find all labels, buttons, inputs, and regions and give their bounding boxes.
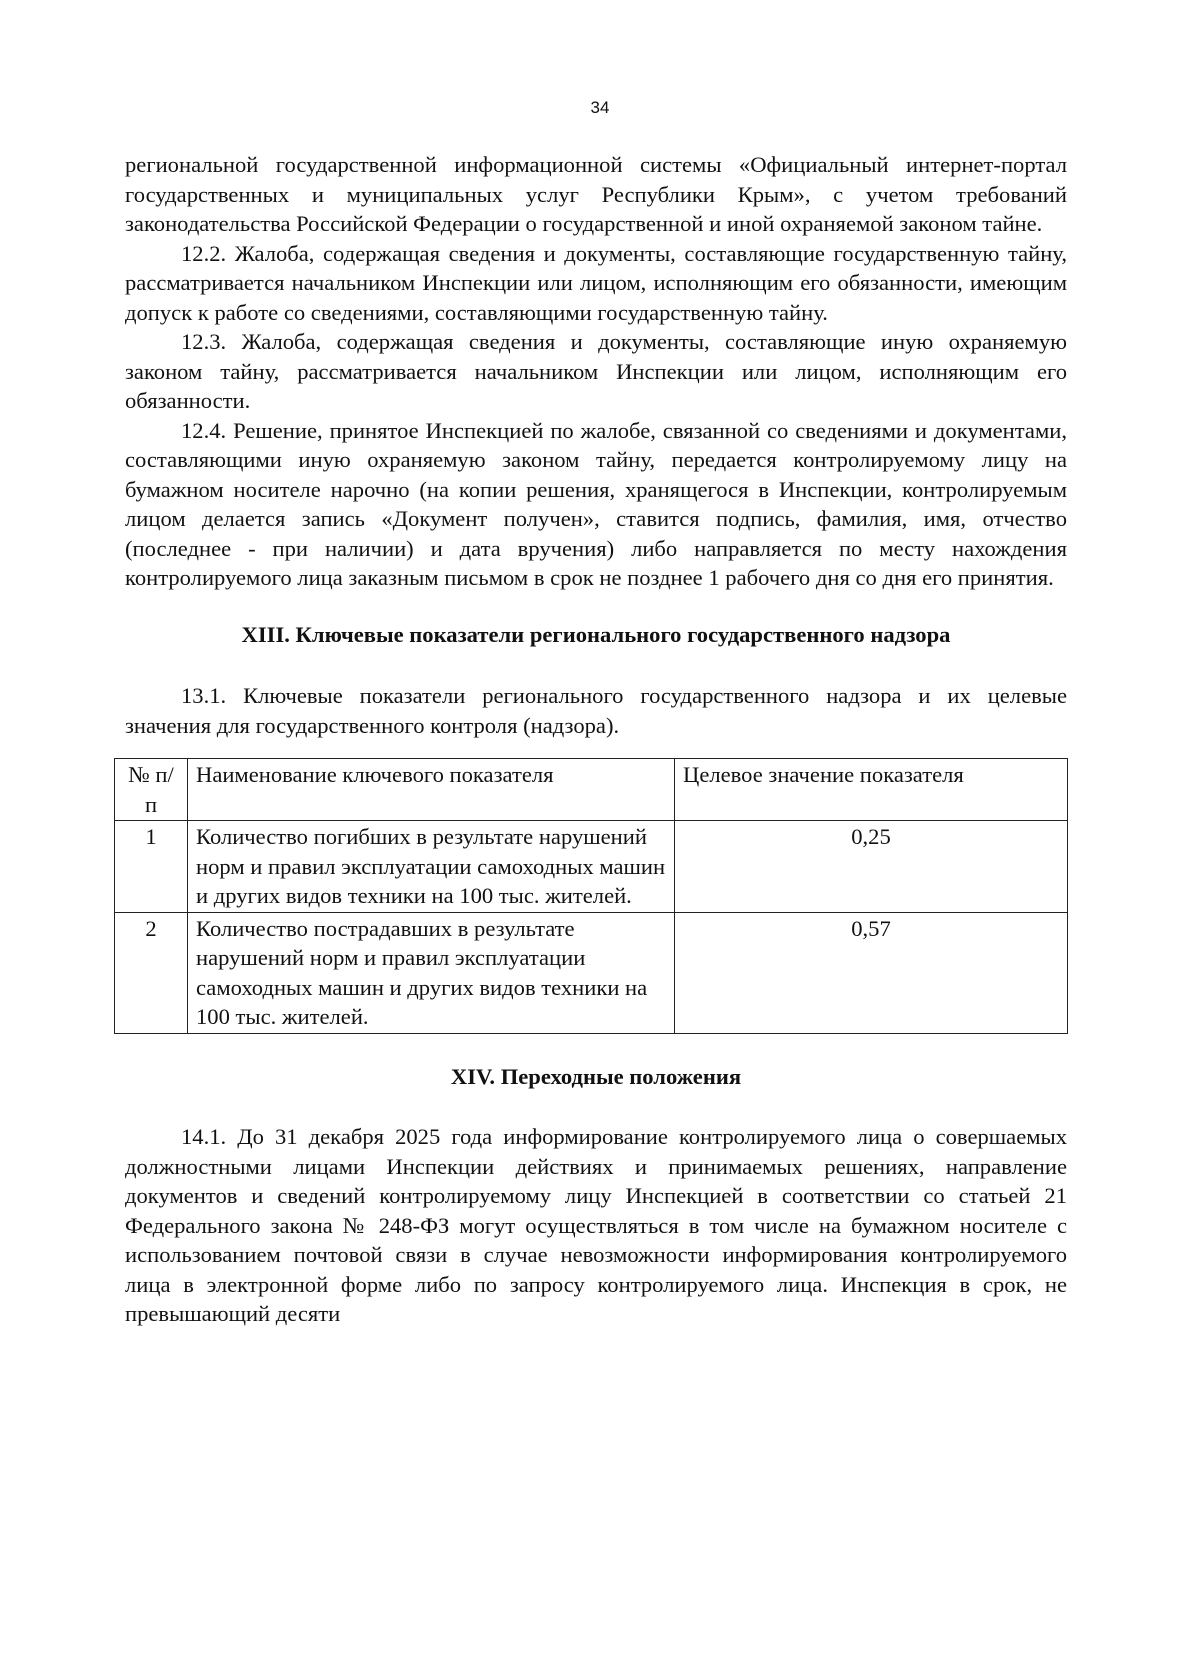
row-indicator-name: Количество пострадавших в результате нарушений норм и правил эксплуатации самоходных машин и других видов техники на 100 тыс. жителей. [188, 912, 675, 1033]
header-indicator-name: Наименование ключевого показателя [188, 759, 675, 821]
section-14-heading: XIV. Переходные положения [450, 1063, 742, 1089]
row-number: 1 [115, 821, 188, 913]
section-13-heading: XIII. Ключевые показатели регионального государственного надзора [241, 621, 951, 647]
table-row [115, 821, 1068, 913]
table-row [115, 912, 1068, 1033]
page-number: 34 [590, 98, 610, 117]
document-body [125, 150, 1067, 1329]
paragraph-12-3: 12.3. Жалоба, содержащая сведения и документы, составляющие иную охраняемую законом тайну, рассматривается начальником Инспекции или лицом, исполняющим его обязанности. [125, 329, 1067, 413]
paragraph-continuation: региональной государственной информационной системы «Официальный интернет-портал государственных и муниципальных услуг Республики Крым», с учетом требований законодательства Российской Федерации о государственной и иной охраняемой законом тайне. [125, 152, 1067, 236]
row-indicator-name: Количество погибших в результате нарушений норм и правил эксплуатации самоходных машин и других видов техники на 100 тыс. жителей. [188, 821, 675, 913]
kpi-table-header-row [115, 759, 1068, 821]
header-target-value: Целевое значение показателя [675, 759, 1068, 821]
paragraph-12-4: 12.4. Решение, принятое Инспекцией по жалобе, связанной со сведениями и документами, составляющими иную охраняемую законом тайну, передается контролируемому лицу на бумажном носителе нарочно (на копии решения, хранящегося в Инспекции, контролируемым лицом делается запись «Документ получен», ставится подпись, фамилия, имя, отчество (последнее - при наличии) и дата вручения) либо направляется по месту нахождения контролируемого лица заказным письмом в срок не позднее 1 рабочего дня со дня его принятия. [125, 417, 1067, 590]
paragraph-13-1: 13.1. Ключевые показатели регионального государственного надзора и их целевые значения для государственного контроля (надзора). [125, 683, 1067, 738]
row-target-value: 0,25 [675, 821, 1068, 913]
row-target-value: 0,57 [675, 912, 1068, 1033]
header-number: № п/п [115, 759, 188, 821]
paragraph-14-1: 14.1. До 31 декабря 2025 года информирование контролируемого лица о совершаемых должностными лицами Инспекции действиях и принимаемых решениях, направление документов и сведений контролируемому лицу Инспекцией в соответствии со статьей 21 Федерального закона № 248-ФЗ могут осуществляться в том числе на бумажном носителе с использованием почтовой связи в случае невозможности информирования контролируемого лица в электронной форме либо по запросу контролируемого лица. Инспекция в срок, не превышающий десяти [125, 1124, 1067, 1326]
paragraph-12-2: 12.2. Жалоба, содержащая сведения и документы, составляющие государственную тайну, рассматривается начальником Инспекции или лицом, исполняющим его обязанности, имеющим допуск к работе со сведениями, составляющими государственную тайну. [125, 240, 1067, 325]
row-number: 2 [115, 912, 188, 1033]
kpi-table [114, 758, 1068, 1034]
